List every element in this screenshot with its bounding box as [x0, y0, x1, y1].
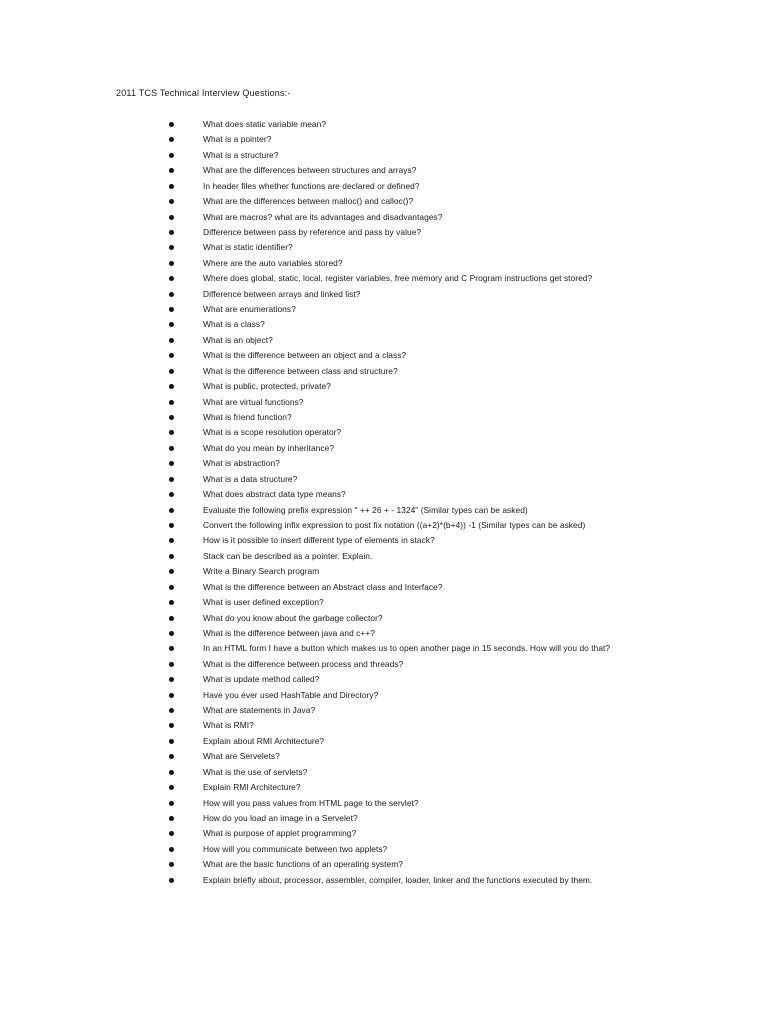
list-item — [0, 566, 700, 581]
question-text: What is the difference between process and threads? — [203, 658, 404, 669]
list-item — [0, 736, 700, 751]
bullet-icon — [169, 384, 174, 389]
list-item — [0, 798, 700, 813]
question-text: What are the basic functions of an operating system? — [203, 859, 403, 870]
bullet-icon — [169, 353, 174, 358]
bullet-icon — [169, 430, 174, 435]
question-text: Evaluate the following prefix expression " ++ 26 + - 1324" (Similar types can be asked) — [203, 504, 528, 515]
list-item — [0, 119, 700, 134]
list-item — [0, 150, 700, 165]
list-item — [0, 751, 700, 766]
list-item — [0, 165, 700, 180]
question-text: What do you know about the garbage collector? — [203, 612, 383, 623]
question-text: What are the differences between malloc() and calloc()? — [203, 196, 414, 207]
bullet-icon — [169, 415, 174, 420]
bullet-icon — [169, 446, 174, 451]
bullet-icon — [169, 400, 174, 405]
bullet-icon — [169, 770, 174, 775]
bullet-icon — [169, 338, 174, 343]
bullet-icon — [169, 137, 174, 142]
bullet-icon — [169, 215, 174, 220]
bullet-icon — [169, 862, 174, 867]
bullet-icon — [169, 508, 174, 513]
bullet-icon — [169, 523, 174, 528]
question-text: Convert the following infix expression to post fix notation ((a+2)*(b+4)) -1 (Similar types can be asked) — [203, 519, 586, 530]
bullet-icon — [169, 230, 174, 235]
question-text: What is a structure? — [203, 149, 279, 160]
question-text: What are enumerations? — [203, 304, 296, 315]
list-item — [0, 628, 700, 643]
question-text: What are the differences between structures and arrays? — [203, 165, 417, 176]
document-title: 2011 TCS Technical Interview Questions:- — [116, 88, 291, 98]
bullet-icon — [169, 184, 174, 189]
list-item — [0, 705, 700, 720]
list-item — [0, 582, 700, 597]
bullet-icon — [169, 554, 174, 559]
bullet-icon — [169, 261, 174, 266]
list-item — [0, 366, 700, 381]
list-item — [0, 828, 700, 843]
bullet-icon — [169, 708, 174, 713]
list-item — [0, 535, 700, 550]
question-text: What is the difference between an object and a class? — [203, 350, 407, 361]
list-item — [0, 273, 700, 288]
list-item — [0, 397, 700, 412]
list-item — [0, 505, 700, 520]
question-text: What is an object? — [203, 334, 273, 345]
bullet-icon — [169, 616, 174, 621]
bullet-icon — [169, 646, 174, 651]
bullet-icon — [169, 754, 174, 759]
list-item — [0, 304, 700, 319]
bullet-icon — [169, 569, 174, 574]
bullet-icon — [169, 199, 174, 204]
question-text: What is purpose of applet programming? — [203, 828, 357, 839]
question-text: What is a scope resolution operator? — [203, 427, 342, 438]
list-item — [0, 767, 700, 782]
list-item — [0, 134, 700, 149]
list-item — [0, 859, 700, 874]
bullet-icon — [169, 307, 174, 312]
question-text: Where does global, static, local, register variables, free memory and C Program instructions get stored? — [203, 273, 593, 284]
question-text: How is it possible to insert different type of elements in stack? — [203, 535, 435, 546]
list-item — [0, 489, 700, 504]
bullet-icon — [169, 801, 174, 806]
question-text: What is a data structure? — [203, 473, 298, 484]
bullet-icon — [169, 847, 174, 852]
list-item — [0, 875, 700, 890]
bullet-icon — [169, 369, 174, 374]
bullet-icon — [169, 662, 174, 667]
question-text: What are statements in Java? — [203, 705, 316, 716]
question-text: What are Servelets? — [203, 751, 280, 762]
question-text: Explain RMI Architecture? — [203, 782, 301, 793]
list-item — [0, 227, 700, 242]
list-item — [0, 427, 700, 442]
bullet-icon — [169, 538, 174, 543]
question-text: Difference between pass by reference and pass by value? — [203, 226, 422, 237]
question-text: Explain briefly about, processor, assembler, compiler, loader, linker and the functions executed by them. — [203, 874, 593, 885]
question-text: In header files whether functions are declared or defined? — [203, 180, 420, 191]
list-item — [0, 212, 700, 227]
list-item — [0, 289, 700, 304]
bullet-icon — [169, 785, 174, 790]
question-text: What is the difference between an Abstract class and Interface? — [203, 581, 443, 592]
bullet-icon — [169, 492, 174, 497]
list-item — [0, 181, 700, 196]
list-item — [0, 474, 700, 489]
question-text: What is a pointer? — [203, 134, 272, 145]
question-text: Have you ever used HashTable and Directory? — [203, 689, 379, 700]
question-text: What is static identifier? — [203, 242, 293, 253]
list-item — [0, 196, 700, 211]
bullet-icon — [169, 878, 174, 883]
list-item — [0, 520, 700, 535]
bullet-icon — [169, 168, 174, 173]
list-item — [0, 242, 700, 257]
question-text: What is user defined exception? — [203, 597, 324, 608]
list-item — [0, 720, 700, 735]
question-text: What does abstract data type means? — [203, 489, 346, 500]
list-item — [0, 412, 700, 427]
question-text: Explain about RMI Architecture? — [203, 735, 325, 746]
question-list — [0, 119, 700, 890]
question-text: How will you pass values from HTML page to the servlet? — [203, 797, 419, 808]
list-item — [0, 335, 700, 350]
question-text: What is RMI? — [203, 720, 254, 731]
question-text: Difference between arrays and linked list? — [203, 288, 361, 299]
bullet-icon — [169, 322, 174, 327]
list-item — [0, 319, 700, 334]
question-text: How do you load an image in a Servelet? — [203, 812, 358, 823]
list-item — [0, 551, 700, 566]
question-text: What is the difference between java and c++? — [203, 627, 375, 638]
bullet-icon — [169, 739, 174, 744]
question-text: How will you communicate between two applets? — [203, 843, 388, 854]
bullet-icon — [169, 585, 174, 590]
question-text: What is update method called? — [203, 674, 320, 685]
question-text: What does static variable mean? — [203, 119, 327, 129]
bullet-icon — [169, 831, 174, 836]
list-item — [0, 674, 700, 689]
question-text: In an HTML form I have a button which makes us to open another page in 15 seconds. How will you do that? — [203, 643, 611, 654]
list-item — [0, 813, 700, 828]
question-text: What is the use of servlets? — [203, 766, 308, 777]
question-text: Where are the auto variables stored? — [203, 257, 343, 268]
question-text: What are macros? what are its advantages and disadvantages? — [203, 211, 443, 222]
bullet-icon — [169, 693, 174, 698]
list-item — [0, 643, 700, 658]
question-text: What is a class? — [203, 319, 265, 330]
bullet-icon — [169, 461, 174, 466]
list-item — [0, 458, 700, 473]
question-text: Write a Binary Search program — [203, 566, 320, 577]
list-item — [0, 350, 700, 365]
bullet-icon — [169, 723, 174, 728]
list-item — [0, 258, 700, 273]
list-item — [0, 443, 700, 458]
list-item — [0, 597, 700, 612]
list-item — [0, 782, 700, 797]
question-text: What do you mean by inheritance? — [203, 442, 335, 453]
bullet-icon — [169, 276, 174, 281]
bullet-icon — [169, 816, 174, 821]
question-text: What is public, protected, private? — [203, 381, 331, 392]
list-item — [0, 613, 700, 628]
bullet-icon — [169, 677, 174, 682]
list-item — [0, 659, 700, 674]
question-text: What is the difference between class and structure? — [203, 365, 398, 376]
list-item — [0, 381, 700, 396]
bullet-icon — [169, 631, 174, 636]
list-item — [0, 844, 700, 859]
question-text: What is abstraction? — [203, 458, 280, 469]
bullet-icon — [169, 477, 174, 482]
bullet-icon — [169, 122, 174, 127]
question-text: Stack can be described as a pointer. Explain. — [203, 550, 373, 561]
bullet-icon — [169, 153, 174, 158]
bullet-icon — [169, 292, 174, 297]
question-text: What is friend function? — [203, 412, 292, 423]
bullet-icon — [169, 245, 174, 250]
bullet-icon — [169, 600, 174, 605]
question-text: What are virtual functions? — [203, 396, 304, 407]
list-item — [0, 690, 700, 705]
